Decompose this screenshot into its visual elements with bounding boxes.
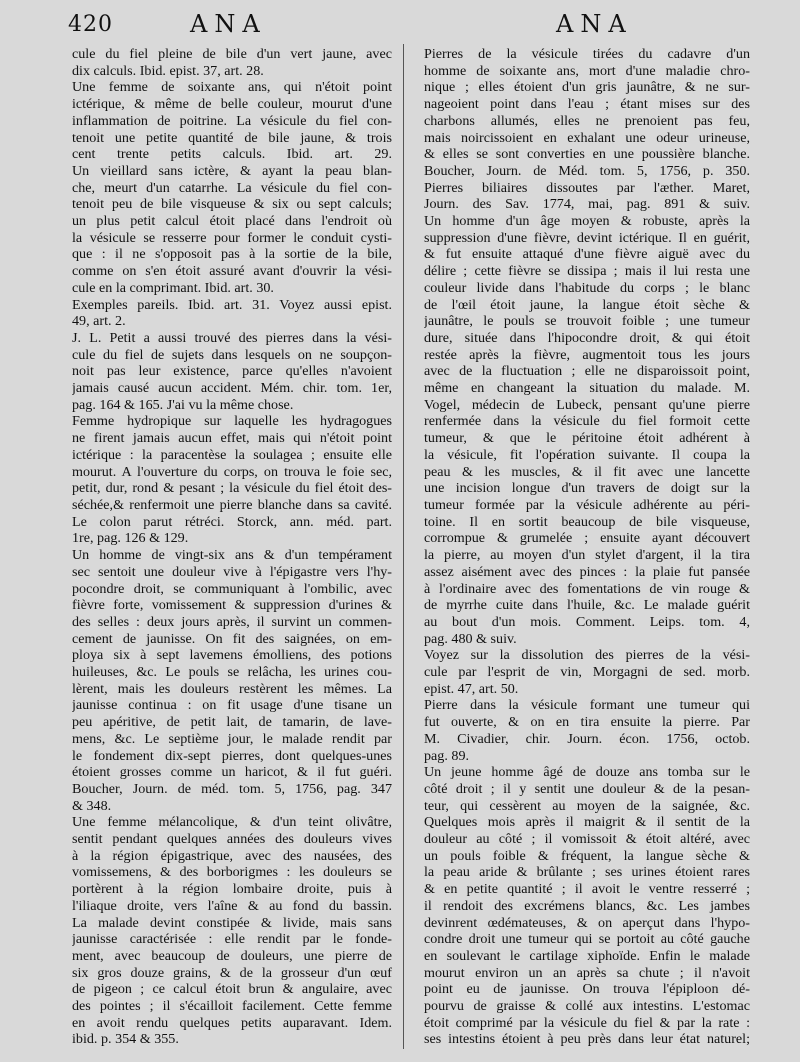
- text-line: Un homme d'un âge moyen & robuste, après la: [424, 213, 750, 230]
- text-line: que : il ne s'opposoit pas à la sortie de la bile,: [72, 246, 392, 263]
- text-line: étoient grosses comme un haricot, & il fut guéri.: [72, 764, 392, 781]
- text-line: pocondre droit, se communiquant à l'ombilic, avec: [72, 580, 392, 597]
- text-line: Une femme mélancolique, & d'un teint olivâtre,: [72, 814, 392, 831]
- text-line: en soulevant le cartilage xiphoïde. Enfin le malade: [424, 947, 750, 964]
- text-line: un pouls foible & fréquent, la langue sèche &: [424, 847, 750, 864]
- text-line: peu apéritive, de petit lait, de tamarin, de lave-: [72, 714, 392, 731]
- text-line: Un jeune homme âgé de douze ans tomba sur le: [424, 764, 750, 781]
- text-line: ictérique : la paracentèse la soulagea ; ensuite elle: [72, 446, 392, 463]
- text-line: jaunâtre, le pouls se trouvoit foible ; une tumeur: [424, 313, 750, 330]
- text-line: cule du fiel pleine de bile d'un vert jaune, avec: [72, 46, 392, 62]
- text-line: condre droit une tumeur qui se portoit au côté gauche: [424, 931, 750, 948]
- text-line: point eu de jaunisse. On trouva l'épiploon dé-: [424, 981, 750, 998]
- text-line: noit pas leur existence, parce qu'elles n'avoient: [72, 363, 392, 380]
- text-line: mourut. A l'ouverture du corps, on trouva le foie sec,: [72, 463, 392, 480]
- text-line: séchée,& renfermoit une pierre blanche dans sa cavité.: [72, 496, 392, 513]
- text-line: Un homme de vingt-six ans & d'un tempérament: [72, 547, 392, 564]
- text-line: J. L. Petit a aussi trouvé des pierres dans la vési-: [72, 329, 392, 346]
- text-line: délire ; cette fièvre se dissipa ; mais il lui resta une: [424, 263, 750, 280]
- text-line: sec sentoit une douleur vive à l'épigastre vers l'hy-: [72, 563, 392, 580]
- text-line: couleur livide dans l'habitude du corps ; le blanc: [424, 279, 750, 296]
- text-line: M. Civadier, chir. Journ. écon. 1756, octob.: [424, 730, 750, 747]
- page-header: [0, 8, 800, 40]
- text-line: de myrrhe cuite dans l'huile, &c. Le malade guérit: [424, 597, 750, 614]
- text-line: à l'ordinaire avec des fomentations de vin rouge &: [424, 580, 750, 597]
- text-line: charbons allumés, elles ne prenoient pas feu,: [424, 112, 750, 129]
- text-line: Boucher, Journ. de méd. tom. 5, 1756, pag. 347: [72, 780, 392, 797]
- text-line: pag. 480 & suiv.: [424, 630, 517, 647]
- text-line: restée après la fièvre, augmentoit tous les jours: [424, 346, 750, 363]
- text-line: ploya six à sept lavemens émolliens, des potions: [72, 647, 392, 664]
- text-line: & en petite quantité ; il avoit le ventre resserré ;: [424, 881, 750, 898]
- text-line: inflammation de poitrine. La vésicule du fiel con-: [72, 112, 392, 129]
- text-line: huileuses, &c. Le pouls se relâcha, les urines cou-: [72, 664, 392, 681]
- text-line: sentit pendant quelques années des douleurs vives: [72, 831, 392, 848]
- text-line: dix calculs. Ibid. epist. 37, art. 28.: [72, 62, 264, 79]
- text-line: nique ; elles étoient d'un gris jaunâtre, & ne sur-: [424, 79, 750, 96]
- text-line: Vogel, médecin de Lubeck, pensant qu'une pierre: [424, 396, 750, 413]
- text-line: La malade devint constipée & livide, mais sans: [72, 914, 392, 931]
- text-line: pag. 164 & 165. J'ai vu la même chose.: [72, 396, 294, 413]
- text-line: cule en la comprimant. Ibid. art. 30.: [72, 279, 274, 296]
- text-line: des selles : deux jours après, il survint un commen-: [72, 613, 392, 630]
- text-line: peau & les muscles, & il fit avec une lancette: [424, 463, 750, 480]
- text-line: ment, avec beaucoup de douleurs, une pierre de: [72, 947, 392, 964]
- text-line: des pointes ; il s'écailloit facilement. Cette femme: [72, 998, 392, 1015]
- text-line: mais noircissoient en exhalant une odeur urineuse,: [424, 129, 750, 146]
- text-line: 49, art. 2.: [72, 313, 126, 330]
- text-line: Boucher, Journ. de Méd. tom. 5, 1756, p. 350.: [424, 162, 750, 179]
- text-line: & fut ensuite attaqué d'une fièvre aiguë avec du: [424, 246, 750, 263]
- text-line: tenoit une petite quantité de bile jaune, & trois: [72, 129, 392, 146]
- text-line: une incision longue d'un travers de doigt sur la: [424, 480, 750, 497]
- text-line: pourvu de graisse & collé aux intestins. L'estomac: [424, 998, 750, 1015]
- text-line: comme on s'en étoit assuré avant d'ouvrir la vési-: [72, 263, 392, 280]
- text-line: & 348.: [72, 797, 112, 814]
- text-line: & elles se sont converties en une poussière blanche.: [424, 146, 750, 163]
- text-line: avec de la fluctuation ; elle ne disparoissoit point,: [424, 363, 750, 380]
- text-line: nageoient point dans l'eau ; étant mises sur des: [424, 96, 750, 113]
- text-line: de l'œil étoit jaune, la langue étoit sèche &: [424, 296, 750, 313]
- text-line: Pierre dans la vésicule formant une tumeur qui: [424, 697, 750, 714]
- text-line: toine. Il en sortit beaucoup de bile visqueuse,: [424, 513, 750, 530]
- text-line: mourut environ un an après sa chute ; il n'avoit: [424, 964, 750, 981]
- text-line: Journ. des Sav. 1774, mai, pag. 891 & suiv.: [424, 196, 750, 213]
- text-line: tumeur, & que le péritoine étoit adhérent à: [424, 430, 750, 447]
- text-line: tenoit peu de bile visqueuse & six ou sept calculs;: [72, 196, 392, 213]
- text-line: en avoit rendu quelques petits auparavant. Idem.: [72, 1014, 392, 1031]
- text-line: 1re, pag. 126 & 129.: [72, 530, 189, 547]
- text-line: Femme hydropique sur laquelle les hydragogues: [72, 413, 392, 430]
- text-line: Pierres de la vésicule tirées du cadavre d'un: [424, 46, 750, 62]
- text-line: dure, située dans l'hipocondre droit, & qui étoit: [424, 329, 750, 346]
- text-line: six gros douze grains, & de la grosseur d'un œuf: [72, 964, 392, 981]
- text-line: Voyez sur la dissolution des pierres de la vési-: [424, 647, 750, 664]
- text-line: ictérique, & même de belle couleur, mourut d'une: [72, 96, 392, 113]
- text-line: devinrent œdémateuses, & on aperçut dans l'hypo-: [424, 914, 750, 931]
- text-line: Une femme de soixante ans, qui n'étoit point: [72, 79, 392, 96]
- text-line: douleur au côté ; il vomissoit & étoit altéré, avec: [424, 831, 750, 848]
- running-head-left: ANA: [190, 10, 267, 38]
- text-line: suppression d'une fièvre, devint ictérique. Il en guérit,: [424, 229, 750, 246]
- text-line: homme de soixante ans, mort d'une maladie chro-: [424, 62, 750, 79]
- text-line: epist. 47, art. 50.: [424, 680, 519, 697]
- page-number: 420: [68, 12, 113, 37]
- text-line: même en changeant la situation du malade. M.: [424, 380, 750, 397]
- text-line: au bout d'un mois. Comment. Leips. tom. 4,: [424, 613, 750, 630]
- right-column: [424, 46, 750, 1048]
- text-line: che, meurt d'un catarrhe. La vésicule du fiel con-: [72, 179, 392, 196]
- text-line: jaunisse caractérisée : elle rendit par le fonde-: [72, 931, 392, 948]
- text-line: Pierres biliaires dissoutes par l'æther. Maret,: [424, 179, 750, 196]
- text-line: l'iliaque droite, vers l'aîne & au fond du bassin.: [72, 897, 392, 914]
- text-line: pag. 89.: [424, 747, 470, 764]
- text-line: cule du fiel de sujets dans lesquels on ne soupçon-: [72, 346, 392, 363]
- text-line: de pigeon ; ce calcul étoit brun & angulaire, avec: [72, 981, 392, 998]
- text-line: la vésicule se resserre pour former le conduit cysti-: [72, 229, 392, 246]
- text-line: Exemples pareils. Ibid. art. 31. Voyez aussi epist.: [72, 296, 392, 313]
- text-line: cement de jaunisse. On fit des saignées, on em-: [72, 630, 392, 647]
- text-line: étoit comprimé par la vésicule du fiel & par la rate :: [424, 1014, 750, 1031]
- text-line: tumeur formée par la vésicule adhérente au péri-: [424, 496, 750, 513]
- text-line: ibid. p. 354 & 355.: [72, 1031, 179, 1048]
- text-line: ne firent jamais aucun effet, mais qui n'étoit point: [72, 430, 392, 447]
- text-line: cent trente petits calculs. Ibid. art. 29.: [72, 146, 392, 163]
- text-line: lèrent, mais les douleurs restèrent les mêmes. La: [72, 680, 392, 697]
- text-line: jaunisse continua : on fit usage d'une tisane un: [72, 697, 392, 714]
- text-line: petit, dur, rond & pesant ; la vésicule du fiel étoit des-: [72, 480, 392, 497]
- text-line: ses intestins étoient à peu près dans leur état naturel;: [424, 1031, 750, 1048]
- column-divider: [403, 44, 404, 1049]
- text-line: à la région épigastrique, avec des nausées, des: [72, 847, 392, 864]
- text-line: Le colon parut rétréci. Storck, ann. méd. part.: [72, 513, 392, 530]
- text-line: vomissemens, & des borborigmes : les douleurs se: [72, 864, 392, 881]
- text-line: fut ouverte, & on en tira ensuite la pierre. Par: [424, 714, 750, 731]
- text-line: jamais causé aucun accident. Mém. chir. tom. 1er,: [72, 380, 392, 397]
- text-line: mens, &c. Le septième jour, le malade rendit par: [72, 730, 392, 747]
- text-line: Un vieillard sans ictère, & ayant la peau blan-: [72, 162, 392, 179]
- text-line: teur, qui cessèrent au moyen de la saignée, &c.: [424, 797, 750, 814]
- text-line: Quelques mois après il maigrit & il sentit de la: [424, 814, 750, 831]
- text-line: fièvre forte, vomissement & suppression d'urines &: [72, 597, 392, 614]
- running-head-right: ANA: [556, 10, 633, 38]
- text-line: un plus petit calcul étoit placé dans l'endroit où: [72, 213, 392, 230]
- text-line: la peau aride & brûlante ; ses urines étoient rares: [424, 864, 750, 881]
- left-column: [72, 46, 392, 1048]
- text-line: corrompue & grumelée ; ensuite ayant découvert: [424, 530, 750, 547]
- text-line: la pierre, au moyen d'un stylet d'argent, il la tira: [424, 547, 750, 564]
- text-line: cule par l'esprit de vin, Morgagni de sed. morb.: [424, 664, 750, 681]
- text-line: renfermée dans la vésicule du fiel formoit cette: [424, 413, 750, 430]
- text-line: le fondement dix-sept pierres, dont quelques-unes: [72, 747, 392, 764]
- text-line: la vésicule, fit l'opération suivante. Il coupa la: [424, 446, 750, 463]
- text-line: côté droit ; il y sentit une douleur & de la pesan-: [424, 780, 750, 797]
- text-line: il rendoit des excrémens blancs, &c. Les jambes: [424, 897, 750, 914]
- text-line: assez aisément avec des pinces : la plaie fut pansée: [424, 563, 750, 580]
- text-line: portèrent à la région lombaire droite, puis à: [72, 881, 392, 898]
